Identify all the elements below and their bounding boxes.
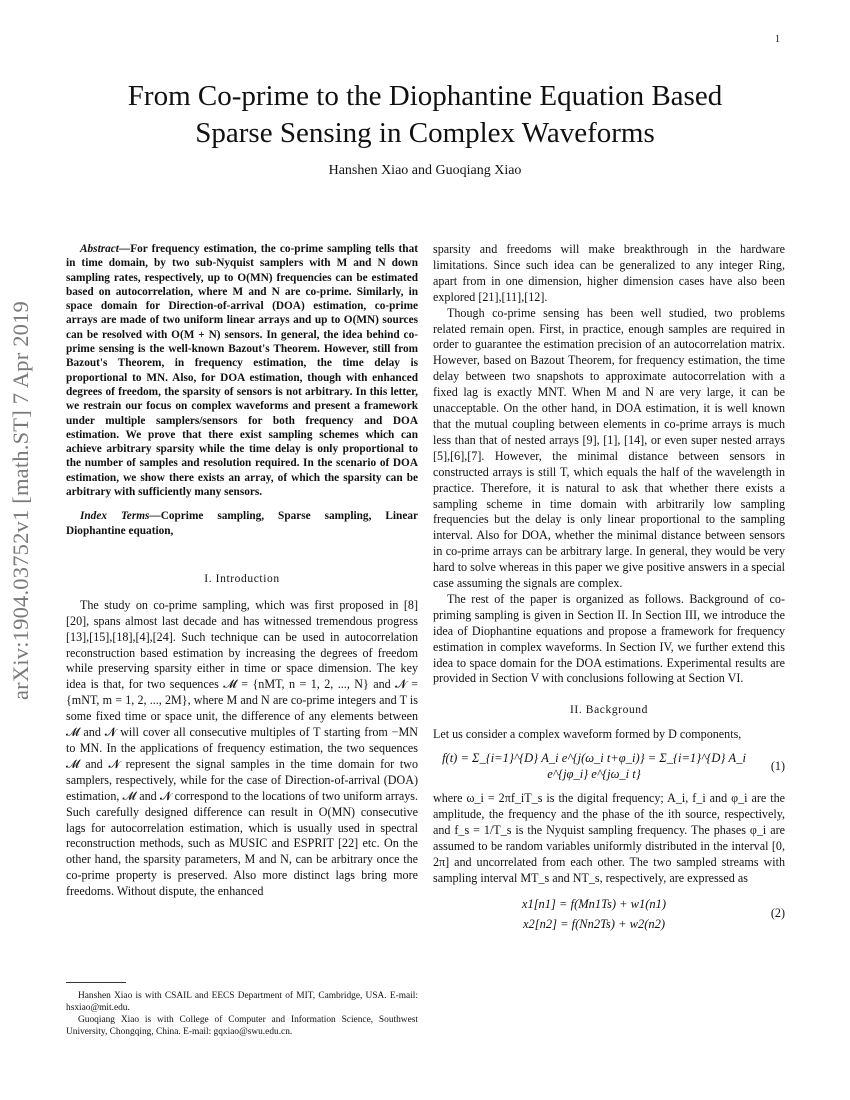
intro-paragraph-2: Though co-prime sensing has been well studied, two problems related remain open. First, in practice, enough samples are required in order to guarantee the estimation precision of an autocorrelation matrix. However, based on Bazout Theorem, for frequency estimation, the time delay between two snapshots to approximate autocorrelation with a fixed lag is exactly MNT. When M and N are very large, it can be unacceptable. On the other hand, in DOA estimation, it is well known that the mutual coupling between elements in co-prime arrays is much less than that of nested arrays [9], [1], [14], or even super nested arrays [5],[6],[7]. However, the minimal distance between sensors in constructed arrays is still T, which equals the half of the wavelength in practice. Therefore, it is natural to ask that whether there exists a sampling scheme in time domain with arbitrarily low sampling frequencies but the delay is only linear proportional to the sampling interval. Also for DOA, whether the minimal distance between sensors in co-prime arrays can be arbitrary large. In general, they would be very hard to solve whereas in this paper we give positive answers in a special case assuming the signals are complex. <box>433 305 785 591</box>
title-line-1: From Co-prime to the Diophantine Equation Based <box>127 80 723 112</box>
right-column <box>433 242 785 942</box>
equation-1-body: f(t) = Σ_{i=1}^{D} A_i e^{j(ω_i t+φ_i)} = Σ_{i=1}^{D} A_i e^{jφ_i} e^{jω_i t} <box>442 751 746 782</box>
background-paragraph-2: where ω_i = 2πf_iT_s is the digital frequency; A_i, f_i and φ_i are the amplitude, the frequency and the phase of the ith source, respectively, and f_s = 1/T_s is the Nyquist sampling frequency. The phases φ_i are assumed to be random variables uniformly distributed in the interval [0, 2π] and uncorrelated from each other. The two sampled streams with sampling interval MT_s and NT_s, respectively, are expressed as <box>433 791 785 885</box>
abstract-text: For frequency estimation, the co-prime sampling tells that in time domain, by two sub-Nyquist samplers with M and N down sampling rates, respectively, up to O(MN) frequencies can be estimated based on autocorrelation, where M and N are co-prime. Similarly, in space domain for Direction-of-arrival (DOA) estimation, co-prime arrays are made of two uniform linear arrays and up to O(MN) sources can be resolved with O(M + N) sensors. In general, the idea behind co-prime sensing is the well-known Bazout's Theorem. However, still from Bazout's Theorem, in frequency estimation, the time delay is proportional to MN. Also, for DOA estimation, though with enhanced degrees of freedom, the sparsity of sensors is not arbitrary. In this letter, we restrain our focus on complex waveforms and present a framework under multiple samplers/sensors for both frequency and DOA estimation. We prove that there exist sampling schemes which can achieve arbitrary sparsity while the time delay is only proportional to the number of samples and resolution required. In the scenario of DOA estimation, we show there exists an array, of which the sparsity can be arbitrary with sufficiently many sensors. <box>66 243 418 499</box>
abstract <box>66 242 418 499</box>
footnotes <box>66 990 418 1038</box>
footnote-2: Guoqiang Xiao is with College of Computer and Information Science, Southwest University, Chongqing, China. E-mail: gqxiao@swu.edu.cn. <box>66 1015 418 1037</box>
intro-paragraph-3: The rest of the paper is organized as follows. Background of co-priming sampling is given in Section II. In Section III, we introduce the idea of Diophantine equations and propose a framework for frequency estimation in complex waveforms. In Section IV, we further extend this idea to space domain for the DOA estimations. Experimental results are provided in Section V with conclusions following at Section VI. <box>433 591 785 686</box>
equation-2-body <box>433 894 755 934</box>
intro-paragraph-1-continued: sparsity and freedoms will make breakthrough in the hardware limitations. Since such idea can be generalized to any integer Ring, apart from in one dimension, higher dimension cases have also been explored [21],[11],[12]. <box>433 242 785 304</box>
background-paragraph-1: Let us consider a complex waveform formed by D components, <box>433 727 742 742</box>
index-terms-text: Coprime sampling, Sparse sampling, Linear Diophantine equation, <box>66 510 418 537</box>
equation-2-number: (2) <box>770 906 785 921</box>
index-terms-label: Index Terms— <box>80 510 161 523</box>
section-heading-background: II. Background <box>569 704 649 717</box>
arxiv-identifier: arXiv:1904.03752v1 [math.ST] 7 Apr 2019 <box>8 300 33 700</box>
equation-2-line-1: x1[n1] = f(Mn1Ts) + w1(n1) <box>521 897 667 912</box>
footnote-divider <box>66 982 126 983</box>
equation-2 <box>433 894 785 934</box>
equation-1 <box>433 751 785 783</box>
left-column <box>66 242 418 900</box>
section-heading-introduction: I. Introduction <box>204 572 280 585</box>
equation-1-number: (1) <box>770 759 785 774</box>
author-list: Hanshen Xiao and Guoqiang Xiao <box>328 163 522 178</box>
intro-paragraph-1: The study on co-prime sampling, which was first proposed in [8] [20], spans almost last decade and has witnessed tremendous progress [13],[15],[18],[4],[24]. Such technique can be used in autocorrelation reconstruction based estimation by increasing the degrees of freedom while preserving sparsity either in time or space dimension. The key idea is that, for two sequences 𝓜 = {nMT, n = 1, 2, ..., N} and 𝓝 = {mNT, m = 1, 2, ..., 2M}, where M and N are co-prime integers and T is some fixed time or space unit, the difference of any elements between 𝓜 and 𝓝 will cover all consecutive multiples of T starting from −MN to MN. In the applications of frequency estimation, the two sequences 𝓜 and 𝓝 represent the signal samples in the time domain for two samplers, respectively, while for the case of Direction-of-arrival (DOA) estimation, 𝓜 and 𝓝 correspond to the locations of two uniform arrays. Such carefully designed difference can result in O(MN) consecutive lags for autocorrelation estimation, which is usually used in spectral reconstruction methods, such as MUSIC and ESPRIT [22] etc. On the other hand, the sparsity parameters, M and N, can be arbitrary once the co-prime property is preserved. Also more distinct lags bring more freedoms. Without dispute, the enhanced <box>66 597 418 899</box>
title-line-2: Sparse Sensing in Complex Waveforms <box>195 117 655 149</box>
page-number: 1 <box>775 34 780 45</box>
abstract-label: Abstract— <box>80 243 131 255</box>
index-terms <box>66 509 418 538</box>
footnote-1: Hanshen Xiao is with CSAIL and EECS Department of MIT, Cambridge, USA. E-mail: hsxiao@mit.edu. <box>66 991 418 1013</box>
paper-title <box>60 78 790 152</box>
equation-2-line-2: x2[n2] = f(Nn2Ts) + w2(n2) <box>522 917 666 932</box>
